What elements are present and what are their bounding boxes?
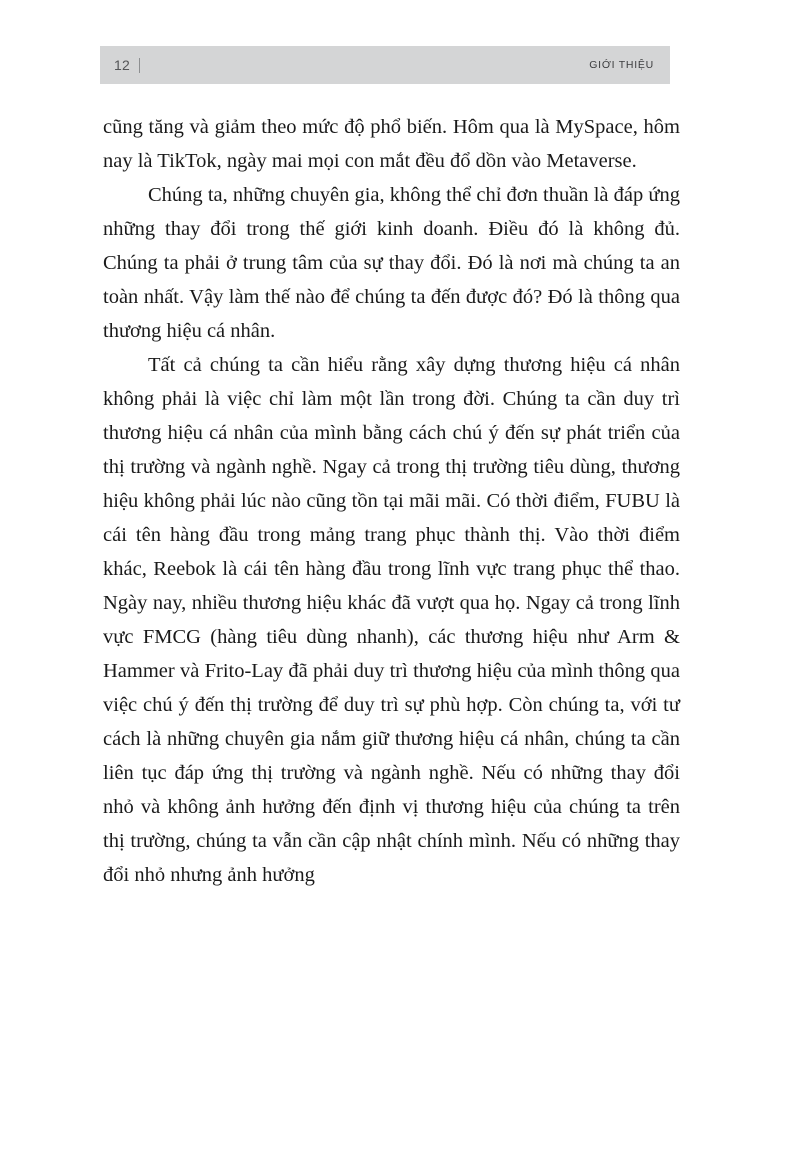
paragraph: Chúng ta, những chuyên gia, không thể chỉ đơn thuần là đáp ứng những thay đổi trong thế giới kinh doanh. Điều đó là không đủ. Chúng ta phải ở trung tâm của sự thay đổi. Đó là nơi mà chúng ta an toàn nhất. Vậy làm thế nào để chúng ta đến được đó? Đó là thông qua thương hiệu cá nhân. <box>103 184 680 342</box>
section-title: GIỚI THIỆU <box>589 58 654 71</box>
running-header <box>100 46 670 84</box>
paragraph: Tất cả chúng ta cần hiểu rằng xây dựng thương hiệu cá nhân không phải là việc chỉ làm một lần trong đời. Chúng ta cần duy trì thương hiệu cá nhân của mình bằng cách chú ý đến sự phát triển của thị trường và ngành nghề. Ngay cả trong thị trường tiêu dùng, thương hiệu không phải lúc nào cũng tồn tại mãi mãi. Có thời điểm, FUBU là cái tên hàng đầu trong mảng trang phục thành thị. Vào thời điểm khác, Reebok là cái tên hàng đầu trong lĩnh vực trang phục thể thao. Ngày nay, nhiều thương hiệu khác đã vượt qua họ. Ngay cả trong lĩnh vực FMCG (hàng tiêu dùng nhanh), các thương hiệu như Arm & Hammer và Frito-Lay đã phải duy trì thương hiệu của mình thông qua việc chú ý đến thị trường để duy trì sự phù hợp. Còn chúng ta, với tư cách là những chuyên gia nắm giữ thương hiệu cá nhân, chúng ta cần liên tục đáp ứng thị trường và ngành nghề. Nếu có những thay đổi nhỏ và không ảnh hưởng đến định vị thương hiệu của chúng ta trên thị trường, chúng ta vẫn cần cập nhật chính mình. Nếu có những thay đổi nhỏ nhưng ảnh hưởng <box>103 354 680 886</box>
folio-group <box>114 58 140 73</box>
body-text-column <box>103 110 680 892</box>
page-number: 12 <box>114 57 130 73</box>
vertical-rule-icon <box>139 58 140 73</box>
paragraph: cũng tăng và giảm theo mức độ phổ biến. Hôm qua là MySpace, hôm nay là TikTok, ngày mai mọi con mắt đều đổ dồn vào Metaverse. <box>103 116 680 172</box>
